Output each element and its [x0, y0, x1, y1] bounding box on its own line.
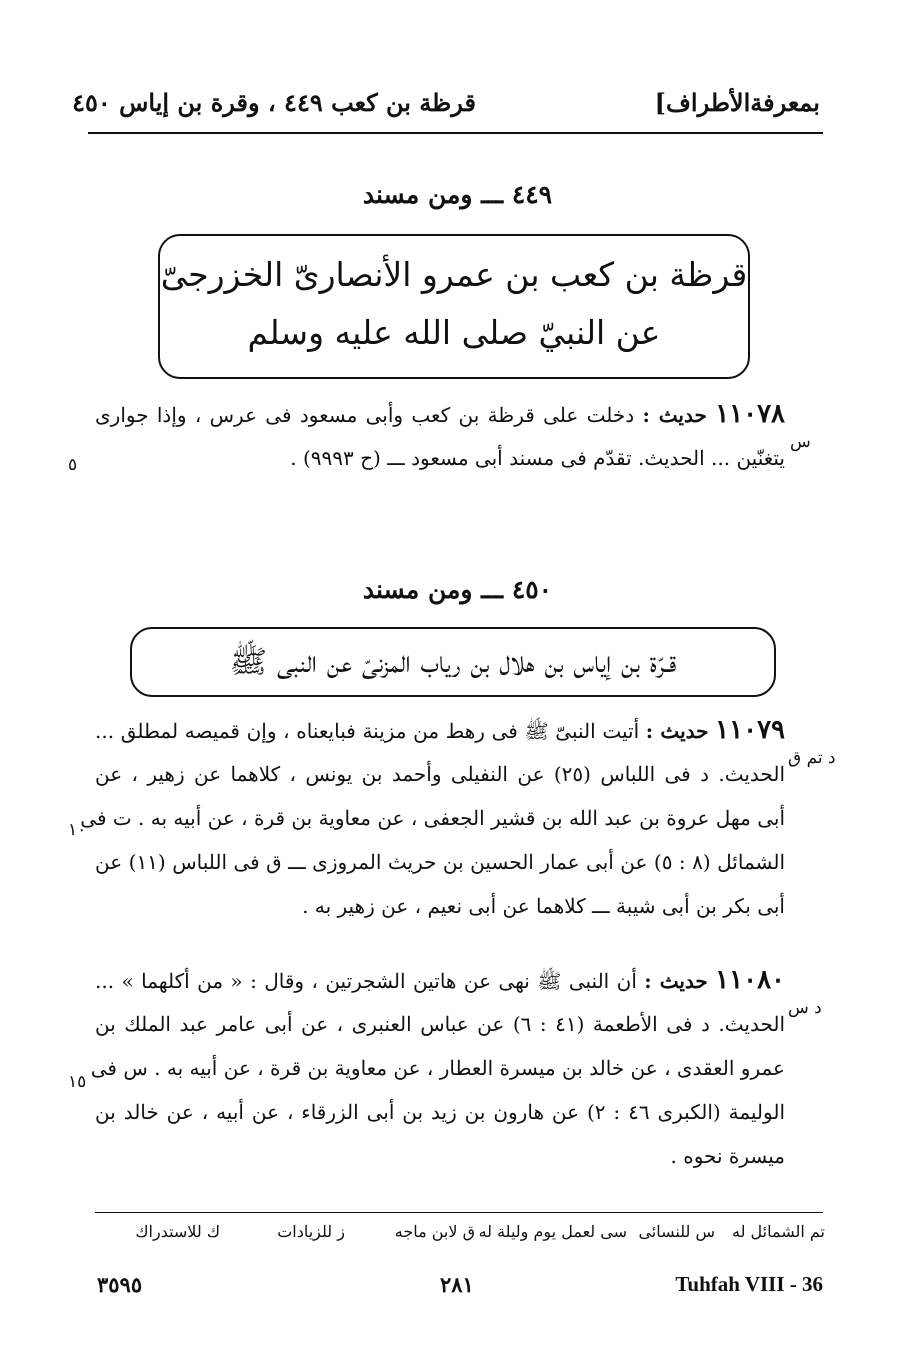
hadith-11079	[80, 708, 786, 928]
hadith-11078	[95, 392, 785, 480]
source-code: س	[790, 432, 811, 452]
hadith-number: ١١٠٧٩	[715, 715, 785, 745]
footnote-rule	[95, 1212, 823, 1213]
musnad-heading-449: ٤٤٩ ـــ ومن مسند	[362, 180, 553, 209]
musnad-name-box-450	[130, 627, 776, 697]
folio-right: Tuhfah VIII - 36	[675, 1272, 823, 1296]
abbreviation: ق لابن ماجه	[394, 1222, 475, 1241]
hadith-text: أتيت النبىّ ﷺ فى رهط من مزينة فبايعناه ، وإن قميصه لمطلق ...	[95, 719, 640, 743]
hadith-label: حديث :	[645, 719, 709, 743]
abbreviation: ك للاستدراك	[135, 1222, 220, 1241]
hadith-label: حديث :	[642, 403, 707, 427]
hadith-text: دخلت على قرظة بن كعب وأبى مسعود فى عرس ، وإذا جوارى	[95, 403, 635, 427]
margin-line-number: ١٠	[68, 820, 87, 840]
page-number: ٢٨١	[440, 1272, 474, 1297]
margin-line-number: ١٥	[68, 1072, 87, 1092]
abbreviation: س للنسائى	[638, 1222, 715, 1241]
hadith-text: الحديث. د فى الأطعمة (٤١ : ٦) عن عباس العنبرى ، عن أبى عامر عبد الملك بن	[95, 1012, 786, 1036]
running-header-title: قرظة بن كعب ٤٤٩ ، وقرة بن إياس ٤٥٠	[72, 88, 476, 117]
hadith-text: الحديث. د فى اللباس (٢٥) عن النفيلى وأحمد بن يونس ، كلاهما عن زهير ، عن	[95, 762, 785, 786]
musnad-name-box-449	[158, 234, 750, 379]
hadith-text: الوليمة (الكبرى ٤٦ : ٢) عن هارون بن زيد بن أبى الزرقاء ، عن أبيه ، عن خالد بن	[95, 1100, 785, 1124]
running-header-right: بمعرفةالأطراف]	[654, 88, 820, 117]
source-code: د س	[788, 998, 822, 1018]
abbreviation: تم الشمائل له	[731, 1222, 825, 1241]
musnad-name-line: قرظة بن كعب بن عمرو الأنصارىّ الخزرجىّ	[160, 255, 748, 294]
hadith-number: ١١٠٨٠	[715, 965, 785, 995]
hadith-11080	[90, 958, 786, 1178]
hadith-text: يتغنّين ... الحديث. تقدّم فى مسند أبى مسعود ـــ (ح ٩٩٩٣) .	[290, 446, 785, 470]
abbreviation: ز للزيادات	[277, 1222, 345, 1241]
abbreviation: سى لعمل يوم وليلة له	[478, 1222, 627, 1241]
hadith-text: الشمائل (٨ : ٥) عن أبى عمار الحسين بن حريث المروزى ـــ ق فى اللباس (١١) عن	[95, 850, 786, 874]
source-code: د تم ق	[788, 748, 836, 768]
musnad-name-line: عن النبيّ صلى الله عليه وسلم	[247, 313, 661, 352]
musnad-name-line: قـرّة بن إياس بن هلال بن رياب المزنىّ عن النبى ﷺ	[229, 644, 677, 680]
hadith-text: ميسرة نحوه .	[670, 1144, 785, 1168]
musnad-heading-450: ٤٥٠ ـــ ومن مسند	[362, 575, 553, 604]
margin-line-number: ٥	[68, 455, 78, 475]
hadith-number: ١١٠٧٨	[715, 399, 786, 429]
hadith-label: حديث :	[644, 969, 708, 993]
hadith-text: عمرو العقدى ، عن خالد بن ميسرة العطار ، عن معاوية بن قرة ، عن أبيه به . س فى	[90, 1056, 785, 1080]
hadith-text: أن النبى ﷺ نهى عن هاتين الشجرتين ، وقال : « من أكلهما » ...	[95, 969, 637, 993]
hadith-text: أبى بكر بن أبى شيبة ـــ كلاهما عن أبى نعيم ، عن زهير به .	[302, 894, 785, 918]
hadith-text: أبى مهل عروة بن عبد الله بن قشير الجعفى ، عن معاوية بن قرة ، عن أبيه به . ت فى	[80, 806, 785, 830]
folio-left: ٣٥٩٥	[97, 1272, 143, 1297]
header-rule	[88, 132, 823, 134]
